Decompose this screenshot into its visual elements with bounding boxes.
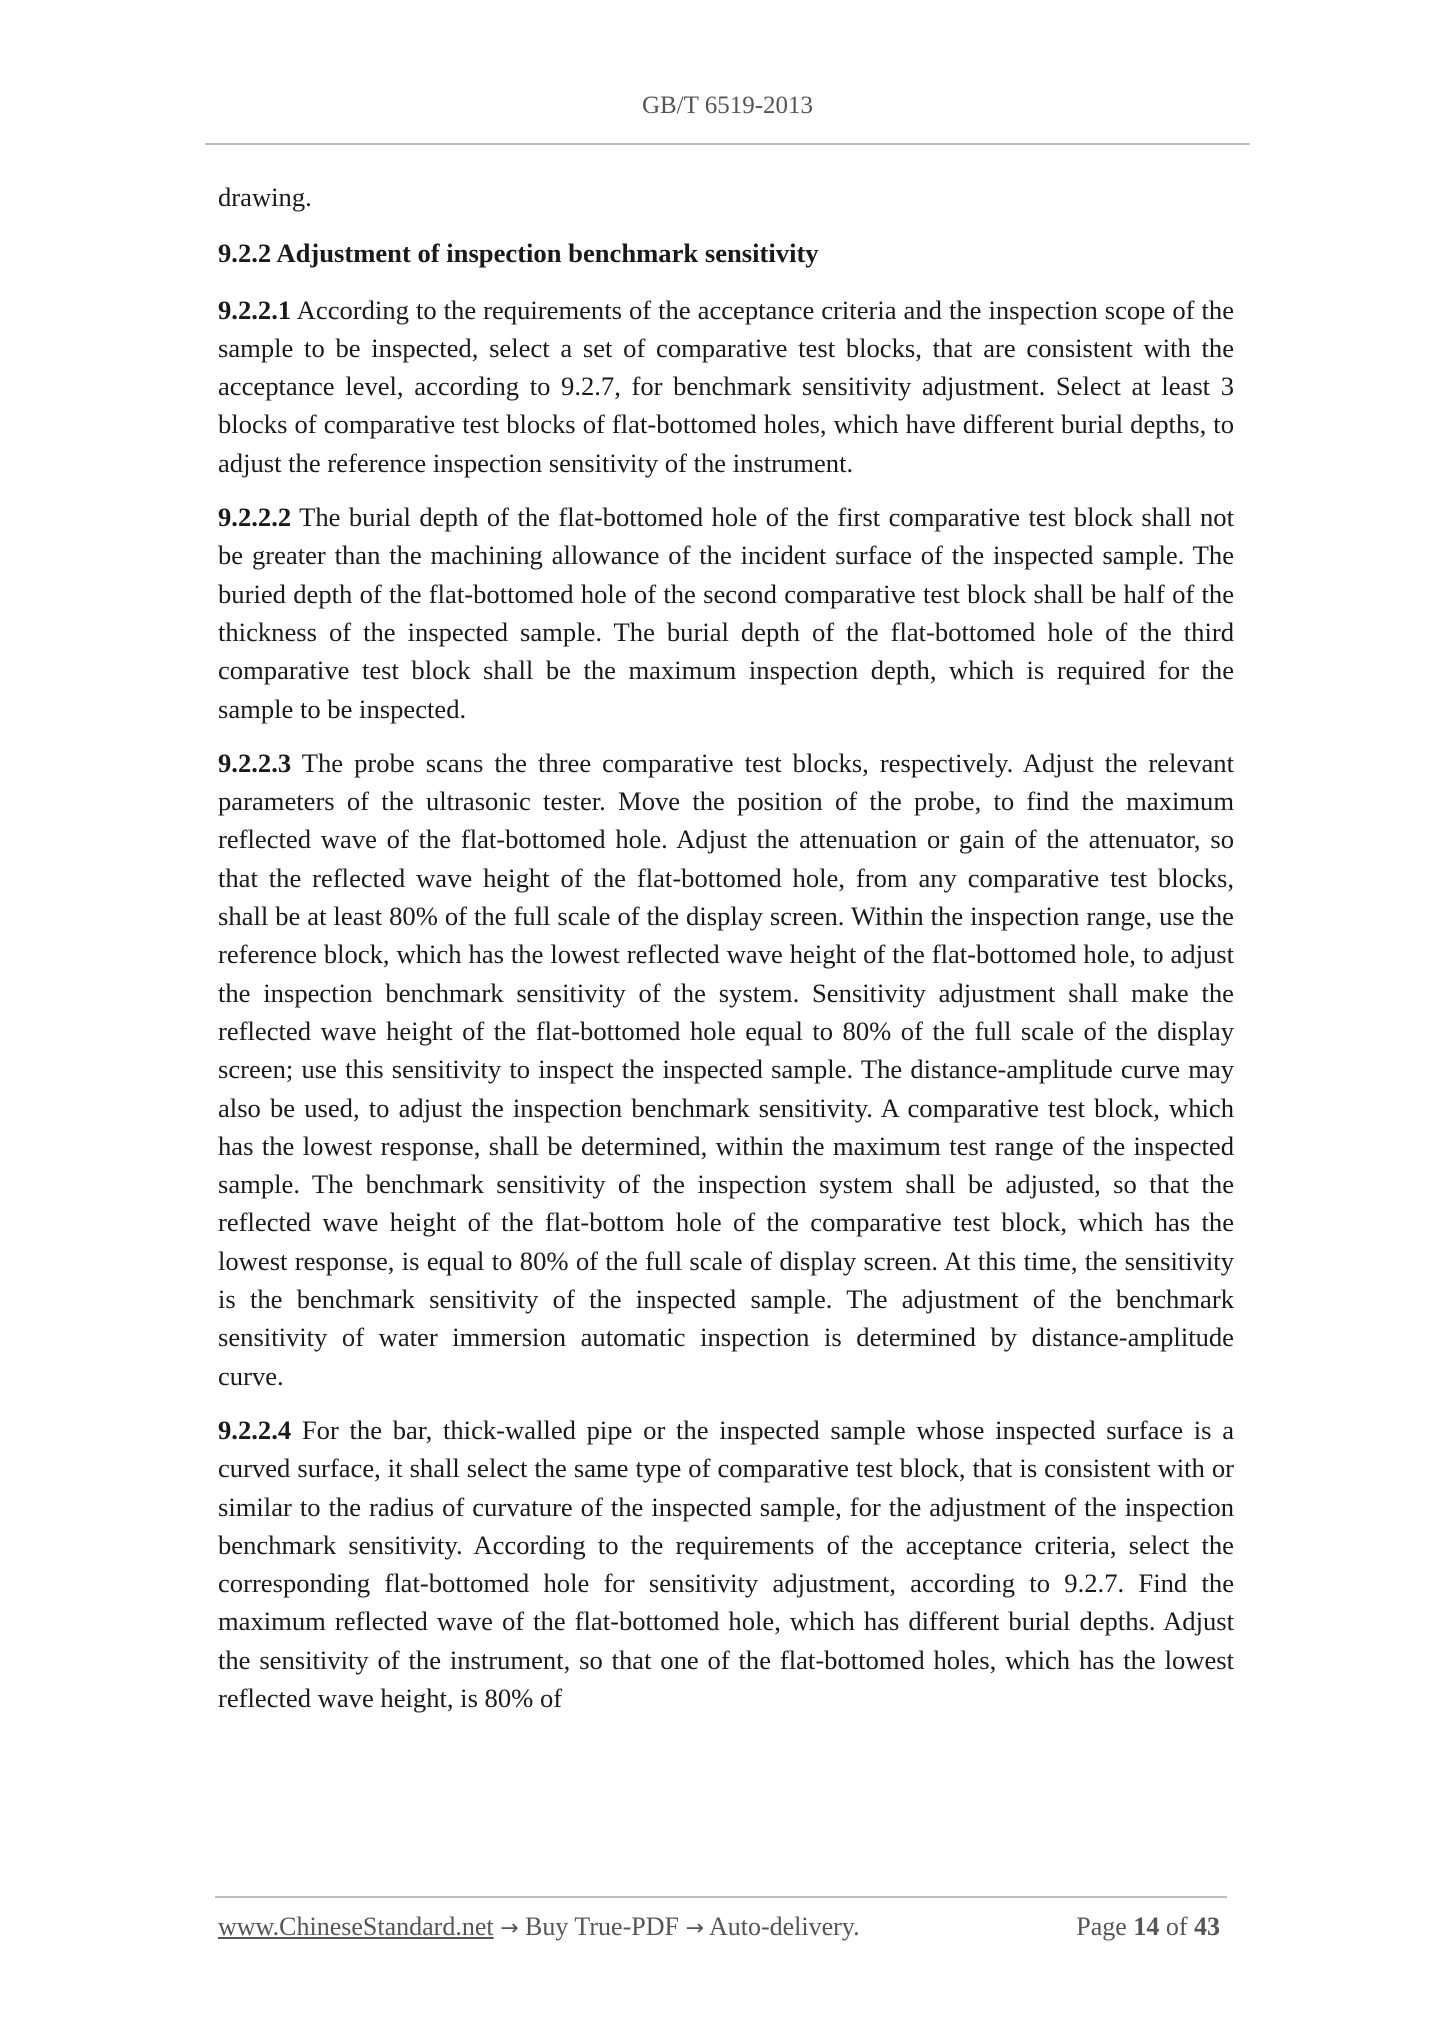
clause-number: 9.2.2.3 bbox=[218, 747, 292, 778]
clause-9-2-2-1 bbox=[218, 291, 1234, 482]
page-content bbox=[218, 178, 1234, 1733]
page-current: 14 bbox=[1133, 1912, 1160, 1941]
clause-text: According to the requirements of the acceptance criteria and the inspection scope of the sample to be inspected, select a set of comparative test blocks, that are consistent with the acceptance level, according to 9.2.7, for benchmark sensitivity adjustment. Select at least 3 blocks of comparative test blocks of flat-bottomed holes, which have different burial depths, to adjust the reference inspection sensitivity of the instrument. bbox=[218, 294, 1234, 478]
buy-text: Buy True-PDF bbox=[518, 1912, 686, 1941]
chinesestandard-link[interactable]: www.ChineseStandard.net bbox=[218, 1912, 494, 1941]
page-total: 43 bbox=[1194, 1912, 1220, 1941]
document-header: GB/T 6519-2013 bbox=[641, 92, 814, 119]
clause-9-2-2-4 bbox=[218, 1411, 1234, 1717]
clause-number: 9.2.2.2 bbox=[218, 502, 292, 533]
clause-number: 9.2.2.1 bbox=[218, 294, 292, 325]
section-heading: 9.2.2 Adjustment of inspection benchmark sensitivity bbox=[218, 238, 819, 269]
clause-number: 9.2.2.4 bbox=[218, 1414, 292, 1445]
clause-text: The probe scans the three comparative test blocks, respectively. Adjust the relevant parameters of the ultrasonic tester. Move the position of the probe, to find the maximum reflected wave of the flat-bottomed hole. Adjust the attenuation or gain of the attenuator, so that the reflected wave height of the flat-bottomed hole, from any comparative test blocks, shall be at least 80% of the full scale of the display screen. Within the inspection range, use the reference block, which has the lowest reflected wave height of the flat-bottomed hole, to adjust the inspection benchmark sensitivity of the system. Sensitivity adjustment shall make the reflected wave height of the flat-bottomed hole equal to 80% of the full scale of the display screen; use this sensitivity to inspect the inspected sample. The distance-amplitude curve may also be used, to adjust the inspection benchmark sensitivity. A comparative test block, which has the lowest response, shall be determined, within the maximum test range of the inspected sample. The benchmark sensitivity of the inspection system shall be adjusted, so that the reflected wave height of the flat-bottom hole of the comparative test block, which has the lowest response, is equal to 80% of the full scale of display screen. At this time, the sensitivity is the benchmark sensitivity of the inspected sample. The adjustment of the benchmark sensitivity of water immersion automatic inspection is determined by distance-amplitude curve. bbox=[218, 747, 1234, 1391]
page-label: Page bbox=[1076, 1912, 1134, 1941]
arrow-right-icon: → bbox=[500, 1916, 519, 1941]
delivery-text: Auto-delivery. bbox=[703, 1912, 860, 1941]
footer-promo bbox=[218, 1912, 860, 1942]
clause-9-2-2-3 bbox=[218, 744, 1234, 1395]
clause-text: For the bar, thick-walled pipe or the inspected sample whose inspected surface is a curved surface, it shall select the same type of comparative test block, that is consistent with or similar to the radius of curvature of the inspected sample, for the adjustment of the inspection benchmark sensitivity. According to the requirements of the acceptance criteria, select the corresponding flat-bottomed hole for sensitivity adjustment, according to 9.2.7. Find the maximum reflected wave of the flat-bottomed hole, which has different burial depths. Adjust the sensitivity of the instrument, so that one of the flat-bottomed holes, which has the lowest reflected wave height, is 80% of bbox=[218, 1414, 1234, 1713]
footer-divider bbox=[215, 1896, 1227, 1898]
page-footer bbox=[218, 1912, 1228, 1942]
of-label: of bbox=[1159, 1912, 1194, 1941]
clause-9-2-2-2 bbox=[218, 498, 1234, 728]
header-divider bbox=[205, 143, 1250, 145]
arrow-right-icon: → bbox=[685, 1916, 704, 1941]
continuation-text: drawing. bbox=[218, 182, 312, 212]
clause-text: The burial depth of the flat-bottomed hole of the first comparative test block shall not be greater than the machining allowance of the incident surface of the inspected sample. The buried depth of the flat-bottomed hole of the second comparative test block shall be half of the thickness of the inspected sample. The burial depth of the flat-bottomed hole of the third comparative test block shall be the maximum inspection depth, which is required for the sample to be inspected. bbox=[218, 502, 1234, 724]
page-indicator bbox=[1076, 1912, 1220, 1942]
